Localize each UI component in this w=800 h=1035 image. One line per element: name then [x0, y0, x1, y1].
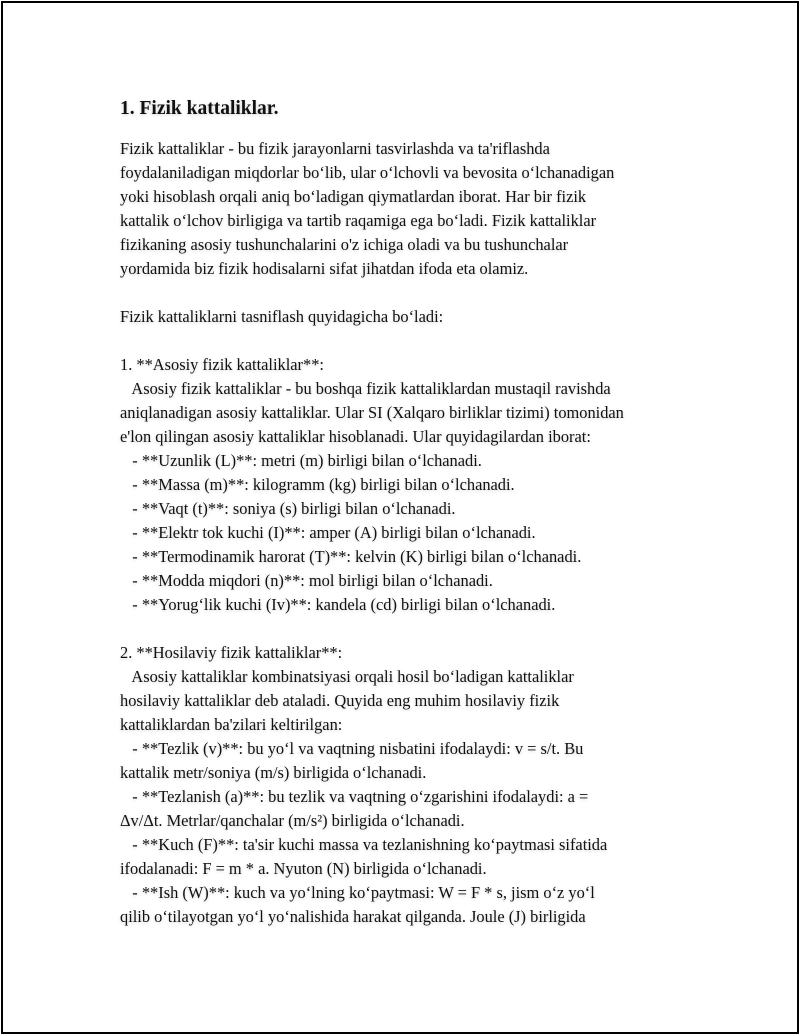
text-line: yoki hisoblash orqali aniq bo‘ladigan qiymatlardan iborat. Har bir fizik	[120, 187, 587, 206]
text-line: Fizik kattaliklarni tasniflash quyidagicha bo‘ladi:	[120, 307, 444, 326]
text-line: yordamida biz fizik hodisalarni sifat jihatdan ifoda eta olamiz.	[120, 259, 529, 278]
text-line: kattaliklardan ba'zilari keltirilgan:	[120, 715, 343, 734]
text-line: - **Massa (m)**: kilogramm (kg) birligi bilan o‘lchanadi.	[120, 475, 515, 494]
text-line: - **Ish (W)**: kuch va yo‘lning ko‘paytmasi: W = F * s, jism o‘z yo‘l	[120, 883, 595, 902]
text-line: - **Yorug‘lik kuchi (Iv)**: kandela (cd) birligi bilan o‘lchanadi.	[120, 595, 556, 614]
text-line: Δv/Δt. Metrlar/qanchalar (m/s²) birligida o‘lchanadi.	[120, 811, 465, 830]
section-title: 1. Fizik kattaliklar.	[120, 98, 279, 119]
text-line: 1. **Asosiy fizik kattaliklar**:	[120, 355, 324, 374]
text-line: - **Tezlik (v)**: bu yo‘l va vaqtning nisbatini ifodalaydi: v = s/t. Bu	[120, 739, 584, 758]
text-line: aniqlanadigan asosiy kattaliklar. Ular SI (Xalqaro birliklar tizimi) tomonidan	[120, 403, 624, 422]
text-line: - **Elektr tok kuchi (I)**: amper (A) birligi bilan o‘lchanadi.	[120, 523, 536, 542]
text-line: - **Tezlanish (a)**: bu tezlik va vaqtning o‘zgarishini ifodalaydi: a =	[120, 787, 589, 806]
text-line: ifodalanadi: F = m * a. Nyuton (N) birligida o‘lchanadi.	[120, 859, 487, 878]
text-line: - **Kuch (F)**: ta'sir kuchi massa va tezlanishning ko‘paytmasi sifatida	[120, 835, 608, 854]
text-line: fizikaning asosiy tushunchalarini o'z ichiga oladi va bu tushunchalar	[120, 235, 569, 254]
blank-line	[120, 617, 700, 641]
text-line: Asosiy kattaliklar kombinatsiyasi orqali hosil bo‘ladigan kattaliklar	[120, 667, 574, 686]
paragraph-lines	[120, 137, 700, 929]
text-line: foydalaniladigan miqdorlar bo‘lib, ular o‘lchovli va bevosita o‘lchanadigan	[120, 163, 615, 182]
blank-line	[120, 281, 700, 305]
document-page	[1, 1, 799, 1034]
text-line: Asosiy fizik kattaliklar - bu boshqa fizik kattaliklardan mustaqil ravishda	[120, 379, 611, 398]
text-line: 2. **Hosilaviy fizik kattaliklar**:	[120, 643, 343, 662]
text-line: - **Vaqt (t)**: soniya (s) birligi bilan o‘lchanadi.	[120, 499, 456, 518]
text-line: e'lon qilingan asosiy kattaliklar hisoblanadi. Ular quyidagilardan iborat:	[120, 427, 591, 446]
text-line: qilib o‘tilayotgan yo‘l yo‘nalishida harakat qilganda. Joule (J) birligida	[120, 907, 586, 926]
text-line: - **Termodinamik harorat (T)**: kelvin (K) birligi bilan o‘lchanadi.	[120, 547, 582, 566]
text-line: kattalik o‘lchov birligiga va tartib raqamiga ega bo‘ladi. Fizik kattaliklar	[120, 211, 597, 230]
text-line: Fizik kattaliklar - bu fizik jarayonlarni tasvirlashda va ta'riflashda	[120, 139, 550, 158]
text-line: hosilaviy kattaliklar deb ataladi. Quyida eng muhim hosilaviy fizik	[120, 691, 560, 710]
blank-line	[120, 329, 700, 353]
document-body	[120, 95, 700, 929]
text-line: kattalik metr/soniya (m/s) birligida o‘lchanadi.	[120, 763, 427, 782]
text-line: - **Uzunlik (L)**: metri (m) birligi bilan o‘lchanadi.	[120, 451, 482, 470]
text-line: - **Modda miqdori (n)**: mol birligi bilan o‘lchanadi.	[120, 571, 493, 590]
